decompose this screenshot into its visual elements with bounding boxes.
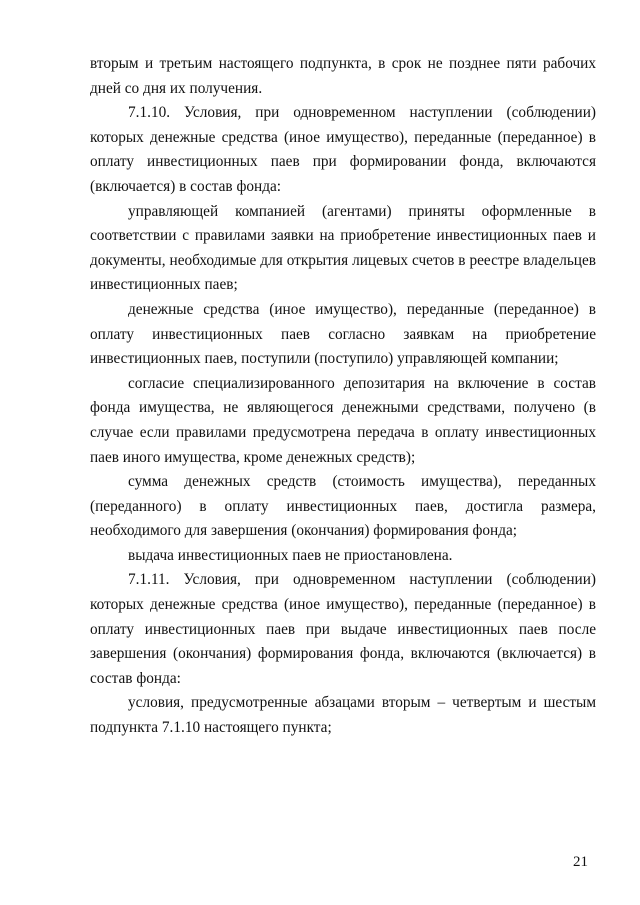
paragraph-condition-reference: условия, предусмотренные абзацами вторым – четвертым и шестым подпункта 7.1.10 настоящего пункта;: [90, 694, 596, 737]
page-number: 21: [573, 854, 588, 870]
paragraph-condition-amount-reached: сумма денежных средств (стоимость имущества), переданных (переданного) в оплату инвестиционных паев, достигла размера, необходимого для завершения (окончания) формирования фонда;: [90, 473, 596, 540]
paragraph-condition-issuance-not-suspended: выдача инвестиционных паев не приостановлена.: [128, 546, 453, 564]
paragraph-condition-applications: управляющей компанией (агентами) приняты оформленные в соответствии с правилами заявки на приобретение инвестиционных паев и документы, необходимые для открытия лицевых счетов в реестре владельцев инвестиционных паев;: [90, 202, 596, 294]
paragraph-7-1-11-heading: 7.1.11. Условия, при одновременном наступлении (соблюдении) которых денежные средства (иное имущество), переданные (переданное) в оплату инвестиционных паев при выдаче инвестиционных паев после завершения (окончания) формирования фонда, включаются (включается) в состав фонда:: [90, 571, 596, 687]
document-body: [90, 52, 596, 741]
paragraph-condition-funds-received: денежные средства (иное имущество), переданные (переданное) в оплату инвестиционных паев согласно заявкам на приобретение инвестиционных паев, поступили (поступило) управляющей компании;: [90, 300, 596, 368]
paragraph-7-1-10-heading: 7.1.10. Условия, при одновременном наступлении (соблюдении) которых денежные средства (иное имущество), переданные (переданное) в оплату инвестиционных паев при формировании фонда, включаются (включается) в состав фонда:: [90, 104, 596, 195]
paragraph-continuation: вторым и третьим настоящего подпункта, в срок не позднее пяти рабочих дней со дня их получения.: [90, 55, 596, 97]
paragraph-condition-depositary-consent: согласие специализированного депозитария на включение в состав фонда имущества, не являющегося денежными средствами, получено (в случае если правилами предусмотрена передача в оплату инвестиционных паев иного имущества, кроме денежных средств);: [90, 374, 596, 466]
